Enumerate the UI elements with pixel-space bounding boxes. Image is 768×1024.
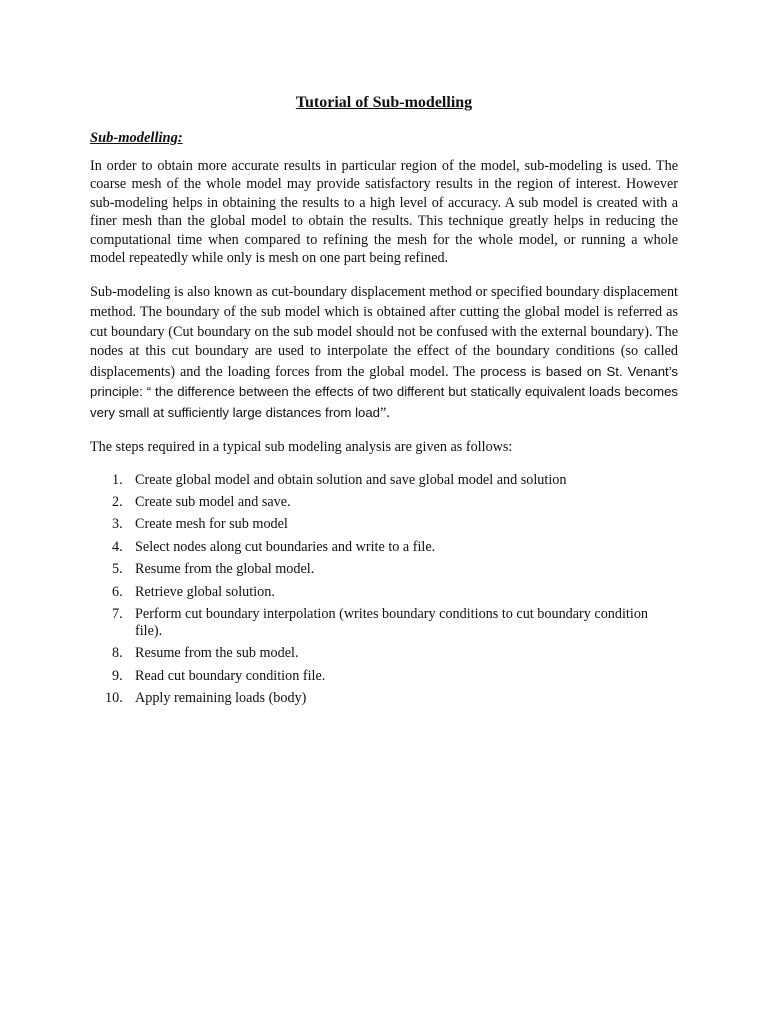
step-number: 7.: [112, 605, 123, 622]
step-text: Resume from the global model.: [135, 561, 315, 578]
paragraph-intro: In order to obtain more accurate results in particular region of the model, sub-modeling is used. The coarse mesh of the whole model may provide satisfactory results in the region of interest. However sub-modeling helps in obtaining the results to a high level of accuracy. A sub model is created with a finer mesh than the global model to obtain the results. This technique greatly helps in reducing the computational time when compared to refining the mesh for the whole model, or running a whole model repeatedly while only is mesh on one part being refined.: [90, 158, 678, 267]
step-text: Read cut boundary condition file.: [135, 667, 326, 684]
list-item: [90, 494, 678, 511]
step-text: Resume from the sub model.: [135, 645, 299, 662]
list-item: [90, 690, 678, 707]
step-text: Select nodes along cut boundaries and write to a file.: [135, 538, 436, 555]
step-number: 6.: [112, 583, 123, 600]
steps-list: [90, 472, 678, 708]
list-item: [90, 539, 678, 556]
list-item: [90, 645, 678, 662]
list-item: [90, 668, 678, 685]
document-title: Tutorial of Sub-modelling: [295, 94, 473, 111]
document-page: [90, 92, 678, 713]
list-item: [90, 516, 678, 533]
steps-intro: The steps required in a typical sub modeling analysis are given as follows:: [90, 438, 513, 455]
paragraph-cut-boundary-end: ”.: [380, 405, 390, 421]
section-heading: Sub-modelling:: [90, 130, 183, 146]
step-text: Create global model and obtain solution and save global model and solution: [135, 471, 567, 488]
paragraph-cut-boundary-main: Sub-modeling is also known as cut-boundary displacement method or specified boundary displacement method. The boundary of the sub model which is obtained after cutting the global model is referred as cut boundary (Cut boundary on the sub model should not be confused with the external boundary). The nodes at this cut boundary are used to interpolate the effect of the boundary conditions (so called displacements) and the loading forces from the global model. The: [90, 284, 678, 380]
paragraph-cut-boundary-quote: process is based on St. Venant’s principle: “ the difference between the effects of two different but statically equivalent loads becomes very small at sufficiently large distances from load: [90, 363, 678, 420]
step-text: Create sub model and save.: [135, 493, 291, 510]
step-number: 9.: [112, 667, 123, 684]
list-item: [90, 584, 678, 601]
step-number: 10.: [105, 690, 123, 707]
step-number: 8.: [112, 645, 123, 662]
step-number: 5.: [112, 561, 123, 578]
step-text: Apply remaining loads (body): [135, 690, 307, 707]
step-text: Create mesh for sub model: [135, 516, 288, 533]
list-item: [90, 606, 678, 640]
step-number: 1.: [112, 471, 123, 488]
step-text: Retrieve global solution.: [135, 583, 275, 600]
step-number: 4.: [112, 538, 123, 555]
list-item: [90, 472, 678, 489]
step-text: Perform cut boundary interpolation (writes boundary conditions to cut boundary condition file).: [135, 605, 649, 639]
step-number: 3.: [112, 516, 123, 533]
list-item: [90, 561, 678, 578]
step-number: 2.: [112, 493, 123, 510]
paragraph-cut-boundary: [90, 283, 678, 423]
